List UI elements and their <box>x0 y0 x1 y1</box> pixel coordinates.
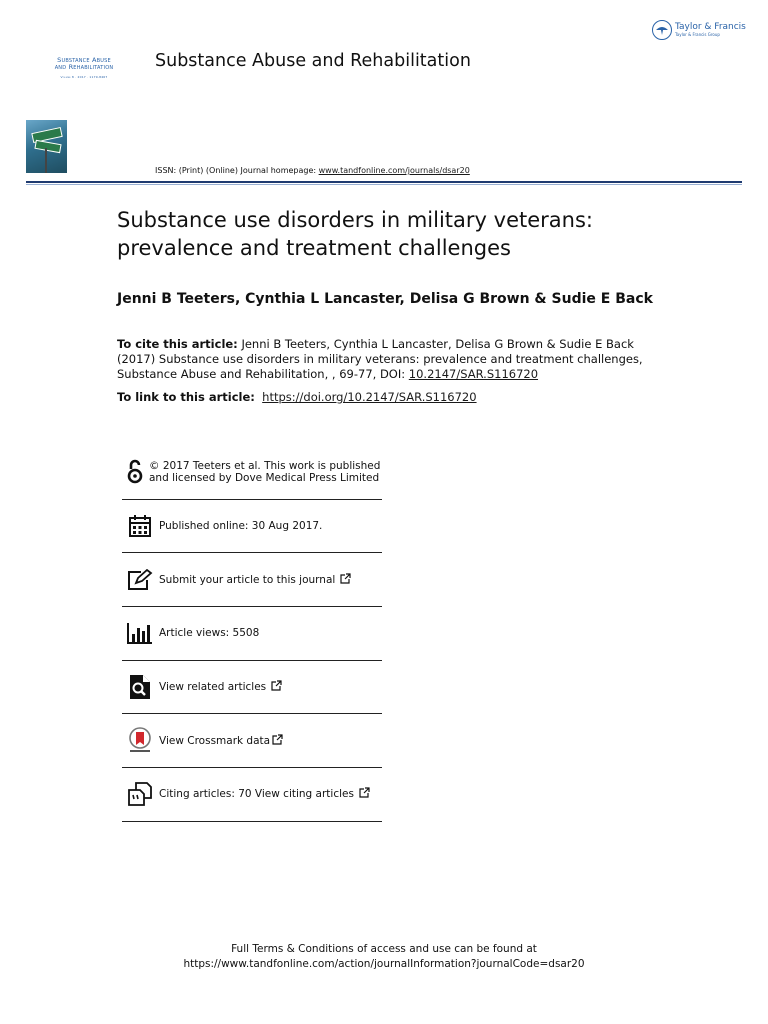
external-link-icon <box>340 573 351 587</box>
header-divider <box>26 181 742 183</box>
citing-articles-item[interactable] <box>122 768 382 822</box>
search-document-icon <box>126 673 154 701</box>
crossmark-icon <box>126 727 154 755</box>
publisher-logo-icon <box>652 20 672 40</box>
published-date-text: Published online: 30 Aug 2017. <box>159 520 323 533</box>
footer <box>0 942 768 972</box>
crossmark-item[interactable] <box>122 714 382 768</box>
publisher-logo <box>652 20 746 40</box>
article-views-item <box>122 607 382 661</box>
article-link-label: To link to this article: <box>117 390 255 404</box>
article-link-line <box>117 390 477 404</box>
open-access-text: © 2017 Teeters et al. This work is published and licensed by Dove Medical Press Limited <box>149 460 381 485</box>
cover-sign-pole <box>45 148 47 173</box>
related-articles-link[interactable]: View related articles <box>159 681 267 694</box>
footer-terms-link[interactable]: https://www.tandfonline.com/action/journalInformation?journalCode=dsar20 <box>183 958 585 970</box>
open-access-item <box>122 446 382 500</box>
header-divider-secondary <box>26 184 742 185</box>
article-doi-link[interactable]: https://doi.org/10.2147/SAR.S116720 <box>262 390 477 404</box>
external-link-icon <box>359 787 370 801</box>
external-link-icon <box>272 734 283 748</box>
published-date-item <box>122 500 382 554</box>
open-access-icon <box>126 458 144 486</box>
article-title: Substance use disorders in military veterans: prevalence and treatment challenges <box>117 208 593 260</box>
article-views-text: Article views: 5508 <box>159 627 260 640</box>
cover-sign-lower <box>34 140 61 153</box>
article-authors: Jenni B Teeters, Cynthia L Lancaster, Delisa G Brown & Sudie E Back <box>117 291 653 307</box>
external-link-icon <box>271 680 282 694</box>
bar-chart-icon <box>126 619 154 647</box>
citation-doi-link[interactable]: 10.2147/SAR.S116720 <box>408 367 539 381</box>
calendar-icon <box>126 512 154 540</box>
citation-text: Jenni B Teeters, Cynthia L Lancaster, Delisa G Brown & Sudie E Back (2017) Substance use disorders in military veterans: prevalence and treatment challenges, Substance Abuse and Rehabilitation, , 69-77, DOI: <box>117 337 643 381</box>
footer-terms-text: Full Terms & Conditions of access and use can be found at <box>231 943 537 955</box>
citation-block <box>117 337 657 382</box>
journal-mini-logo-volume: Volume 8 · 2017 · 1179-8467 <box>60 75 108 79</box>
journal-title: Substance Abuse and Rehabilitation <box>155 51 471 71</box>
issn-text: ISSN: (Print) (Online) Journal homepage: <box>155 166 319 175</box>
journal-homepage-link[interactable]: www.tandfonline.com/journals/dsar20 <box>318 166 470 175</box>
edit-icon <box>126 566 154 594</box>
citing-articles-link[interactable]: Citing articles: 70 View citing articles <box>159 788 354 801</box>
journal-mini-logo <box>36 57 132 79</box>
related-articles-item[interactable] <box>122 661 382 715</box>
journal-cover-image[interactable] <box>26 120 67 173</box>
citing-articles-icon <box>126 780 154 808</box>
issn-line <box>155 166 470 175</box>
journal-mini-logo-line1: Substance Abuse <box>57 56 111 64</box>
publisher-name: Taylor & Francis <box>675 22 746 32</box>
submit-article-item[interactable] <box>122 553 382 607</box>
citation-label: To cite this article: <box>117 337 238 351</box>
crossmark-link[interactable]: View Crossmark data <box>159 734 271 747</box>
submit-article-link[interactable]: Submit your article to this journal <box>159 573 336 586</box>
article-info-list <box>122 446 382 822</box>
publisher-subtitle: Taylor & Francis Group <box>675 32 720 37</box>
journal-mini-logo-line2: and Rehabilitation <box>54 63 114 71</box>
